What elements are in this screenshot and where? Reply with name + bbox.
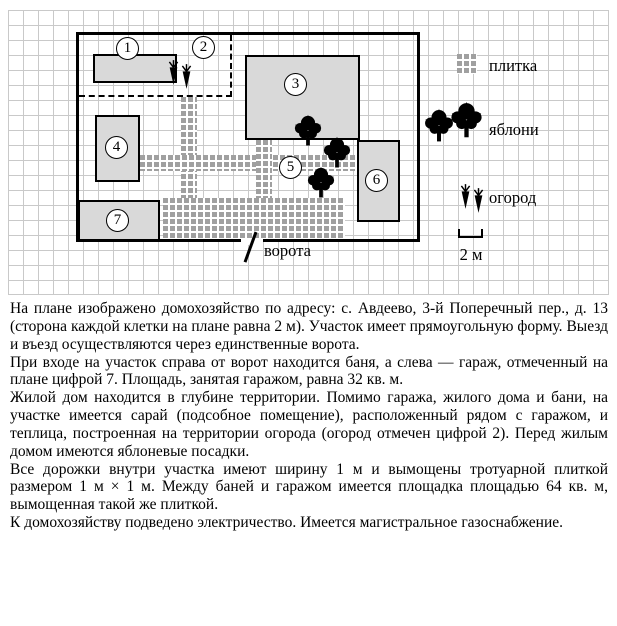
building-1 bbox=[93, 54, 177, 83]
scale-bracket bbox=[458, 229, 483, 238]
paragraph-utilities: К домохозяйству подведено электричество. Имеется магистральное газоснабжение. bbox=[10, 514, 564, 532]
legend-apple-tree-icon bbox=[449, 101, 484, 139]
apple-tree-icon bbox=[322, 136, 352, 169]
marker-6: 6 bbox=[365, 169, 388, 192]
paragraph-entrance: При входе на участок справа от ворот находится баня, а слева — гараж, отмеченный на плане цифрой 7. Площадь, занятая гаражом, равна 32 кв. м. bbox=[10, 353, 608, 389]
plan-grid-paper bbox=[8, 10, 609, 295]
legend-tile-icon bbox=[457, 54, 477, 74]
marker-2: 2 bbox=[192, 36, 215, 59]
marker-3: 3 bbox=[284, 73, 307, 96]
legend-garden-label: огород bbox=[489, 188, 537, 207]
carrot-icon bbox=[168, 58, 179, 86]
tile-path-vertical-left bbox=[181, 97, 197, 198]
paragraph-buildings: Жилой дом находится в глубине территории. Помимо гаража, жилого дома и бани, на участке имеется сарай (подсобное помещение), расположенный рядом с гаражом, и теплица, построенная на территории огорода (огород отмечен цифрой 2). Перед жилым домом имеются яблоневые посадки. bbox=[10, 389, 608, 460]
apple-tree-icon bbox=[306, 166, 336, 199]
legend-trees-label: яблони bbox=[489, 120, 539, 139]
marker-1: 1 bbox=[116, 37, 139, 60]
apple-tree-icon bbox=[293, 114, 323, 147]
marker-4: 4 bbox=[105, 136, 128, 159]
gate-label: ворота bbox=[264, 241, 311, 260]
paragraph-address: На плане изображено домохозяйство по адресу: с. Авдеево, 3-й Поперечный пер., д. 13 (сторона каждой клетки на плане равна 2 м). Участок имеет прямоугольную форму. Выезд и въезд осуществляются через единственные ворота. bbox=[10, 300, 608, 353]
paragraph-paths: Все дорожки внутри участка имеют ширину 1 м и вымощены тротуарной плиткой размером 1 м × 1 м. Между баней и гаражом имеется площадка площадью 64 кв. м, вымощенная такой же плиткой. bbox=[10, 460, 608, 514]
scale-label: 2 м bbox=[459, 245, 483, 264]
marker-5: 5 bbox=[279, 156, 302, 179]
tile-path-vertical-right bbox=[256, 140, 272, 198]
legend-carrot-icon bbox=[460, 182, 471, 210]
legend-tile-label: плитка bbox=[489, 56, 538, 75]
legend-carrot-icon bbox=[473, 186, 484, 214]
carrot-icon bbox=[181, 62, 192, 90]
task-description bbox=[10, 300, 608, 532]
marker-7: 7 bbox=[106, 209, 129, 232]
